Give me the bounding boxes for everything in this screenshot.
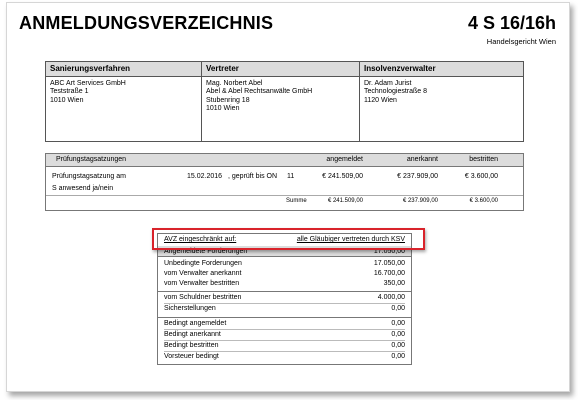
summary-row-verwalter-bestritten: vom Verwalter bestritten 350,00 bbox=[164, 280, 405, 287]
row-bestritten: € 3.600,00 bbox=[464, 173, 498, 180]
pruefung-date: 15.02.2016 bbox=[187, 173, 223, 180]
sum-divider bbox=[46, 195, 523, 196]
pruefung-header-label: Prüfungstagsatzungen bbox=[56, 156, 127, 163]
column-header-angemeldet: angemeldet bbox=[326, 156, 363, 163]
summary-row-unbedingte: Unbedingte Forderungen 17.050,00 bbox=[164, 260, 405, 267]
column-header-sanierungsverfahren: Sanierungsverfahren bbox=[50, 64, 131, 73]
column-header-insolvenzverwalter: Insolvenzverwalter bbox=[364, 64, 436, 73]
case-number: 4 S 16/16h bbox=[467, 13, 556, 33]
summary-box bbox=[157, 233, 412, 365]
avz-value: alle Gläubiger vertreten durch KSV bbox=[296, 236, 405, 243]
summary-row-bedingt-anerkannt: Bedingt anerkannt 0,00 bbox=[164, 331, 405, 338]
sum-angemeldet: € 241.509,00 bbox=[327, 198, 363, 204]
pruefung-note: , geprüft bis ON bbox=[228, 173, 278, 180]
summary-row-bedingt-angemeldet: Bedingt angemeldet 0,00 bbox=[164, 320, 405, 327]
summary-row-verwalter-anerkannt: vom Verwalter anerkannt 16.700,00 bbox=[164, 270, 405, 277]
column-header-vertreter: Vertreter bbox=[206, 64, 239, 73]
row-angemeldet: € 241.509,00 bbox=[322, 173, 363, 180]
row-anerkannt: € 237.909,00 bbox=[397, 173, 438, 180]
parties-table bbox=[45, 61, 524, 142]
divider bbox=[158, 317, 411, 318]
column-header-bestritten: bestritten bbox=[469, 156, 498, 163]
avz-highlight-frame bbox=[152, 228, 425, 250]
divider bbox=[158, 256, 411, 257]
administrator-address: Dr. Adam Jurist Technologiestraße 8 1120 Wien bbox=[364, 80, 428, 104]
court-name: Handelsgericht Wien bbox=[486, 37, 556, 46]
summary-row-bedingt-bestritten: Bedingt bestritten 0,00 bbox=[164, 342, 405, 349]
sum-label: Summe bbox=[286, 198, 307, 204]
divider bbox=[158, 291, 411, 292]
avz-label: AVZ eingeschränkt auf: bbox=[164, 236, 237, 243]
summary-row-angemeldete: Angemeldete Forderungen 17.050,00 bbox=[164, 248, 405, 255]
column-divider bbox=[359, 62, 360, 141]
summary-row-sicherstellungen: Sicherstellungen 0,00 bbox=[164, 305, 405, 312]
debtor-address: ABC Art Services GmbH Teststraße 1 1010 Wien bbox=[50, 80, 126, 104]
summary-row-vorsteuer-bedingt: Vorsteuer bedingt 0,00 bbox=[164, 353, 405, 360]
column-divider bbox=[201, 62, 202, 141]
attendance-label: S anwesend ja/nein bbox=[52, 185, 114, 192]
pruefung-row-label: Prüfungstagsatzung am bbox=[52, 173, 126, 180]
column-header-anerkannt: anerkannt bbox=[406, 156, 438, 163]
representative-address: Mag. Norbert Abel Abel & Abel Rechtsanwälte GmbH Stubenring 18 1010 Wien bbox=[206, 80, 313, 113]
sum-bestritten: € 3.600,00 bbox=[469, 198, 498, 204]
document-page bbox=[6, 2, 570, 392]
summary-row-schuldner-bestritten: vom Schuldner bestritten 4.000,00 bbox=[164, 294, 405, 301]
pruefungstagsatzung-table bbox=[45, 153, 524, 211]
sum-anerkannt: € 237.909,00 bbox=[402, 198, 438, 204]
document-title: ANMELDUNGSVERZEICHNIS bbox=[19, 13, 274, 33]
pruefung-on-number: 11 bbox=[287, 173, 295, 180]
